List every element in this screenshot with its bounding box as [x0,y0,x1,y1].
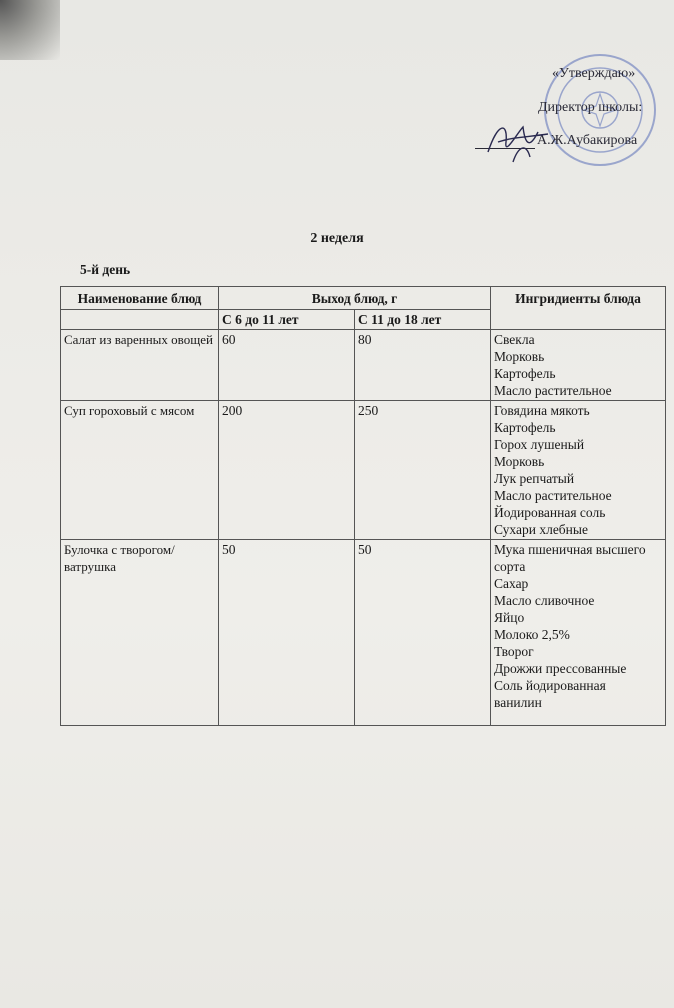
ingredient-item: Масло растительное [494,488,612,503]
dish-name-cell: Булочка с творогом/ватрушка [61,540,219,726]
ingredient-item: Яйцо [494,610,525,625]
ingredient-item: Творог [494,644,534,659]
ingredients-cell [491,330,666,401]
director-signature [478,112,558,172]
header-age-11-18: С 11 до 18 лет [355,310,491,330]
director-name: А.Ж.Аубакирова [537,133,638,148]
dish-name-cell: Суп гороховый с мясом [61,401,219,540]
page-corner-shadow [0,0,60,60]
header-ingredients: Ингридиенты блюда [491,287,666,330]
ingredient-item: Сахар [494,576,529,591]
director-label: Директор школы: [538,100,643,115]
ingredient-item: Мука пшеничная высшего сорта [494,542,646,574]
day-title: 5-й день [80,262,131,277]
output-6-11-cell: 200 [219,401,355,540]
ingredients-cell [491,401,666,540]
header-dish-empty [61,310,219,330]
output-11-18-cell: 80 [355,330,491,401]
table-row [61,330,666,401]
ingredient-item: Картофель [494,366,556,381]
ingredient-item: Йодированная соль [494,505,606,520]
menu-table [60,286,666,726]
ingredient-item: Свекла [494,332,535,347]
ingredient-item: Картофель [494,420,556,435]
ingredient-item: Говядина мякоть [494,403,590,418]
ingredient-item: Соль йодированная [494,678,606,693]
ingredient-item: Дрожжи прессованные [494,661,627,676]
ingredient-item: Сухари хлебные [494,522,588,537]
output-6-11-cell: 60 [219,330,355,401]
ingredients-cell [491,540,666,726]
header-age-6-11: С 6 до 11 лет [219,310,355,330]
ingredient-item: Масло растительное [494,383,612,398]
ingredient-item: Морковь [494,454,545,469]
ingredient-item: Лук репчатый [494,471,575,486]
output-11-18-cell: 50 [355,540,491,726]
ingredient-item: Масло сливочное [494,593,595,608]
ingredient-item: Морковь [494,349,545,364]
table-row [61,401,666,540]
ingredient-item: Молоко 2,5% [494,627,570,642]
output-11-18-cell: 250 [355,401,491,540]
table-row [61,540,666,726]
header-dish: Наименование блюд [61,287,219,310]
header-output: Выход блюд, г [219,287,491,310]
week-title: 2 неделя [310,231,364,246]
dish-name-cell: Салат из варенных овощей [61,330,219,401]
output-6-11-cell: 50 [219,540,355,726]
table-header-row [61,287,666,310]
approve-label: «Утверждаю» [552,66,636,81]
ingredient-item: ванилин [494,695,542,710]
ingredient-item: Горох лушеный [494,437,585,452]
